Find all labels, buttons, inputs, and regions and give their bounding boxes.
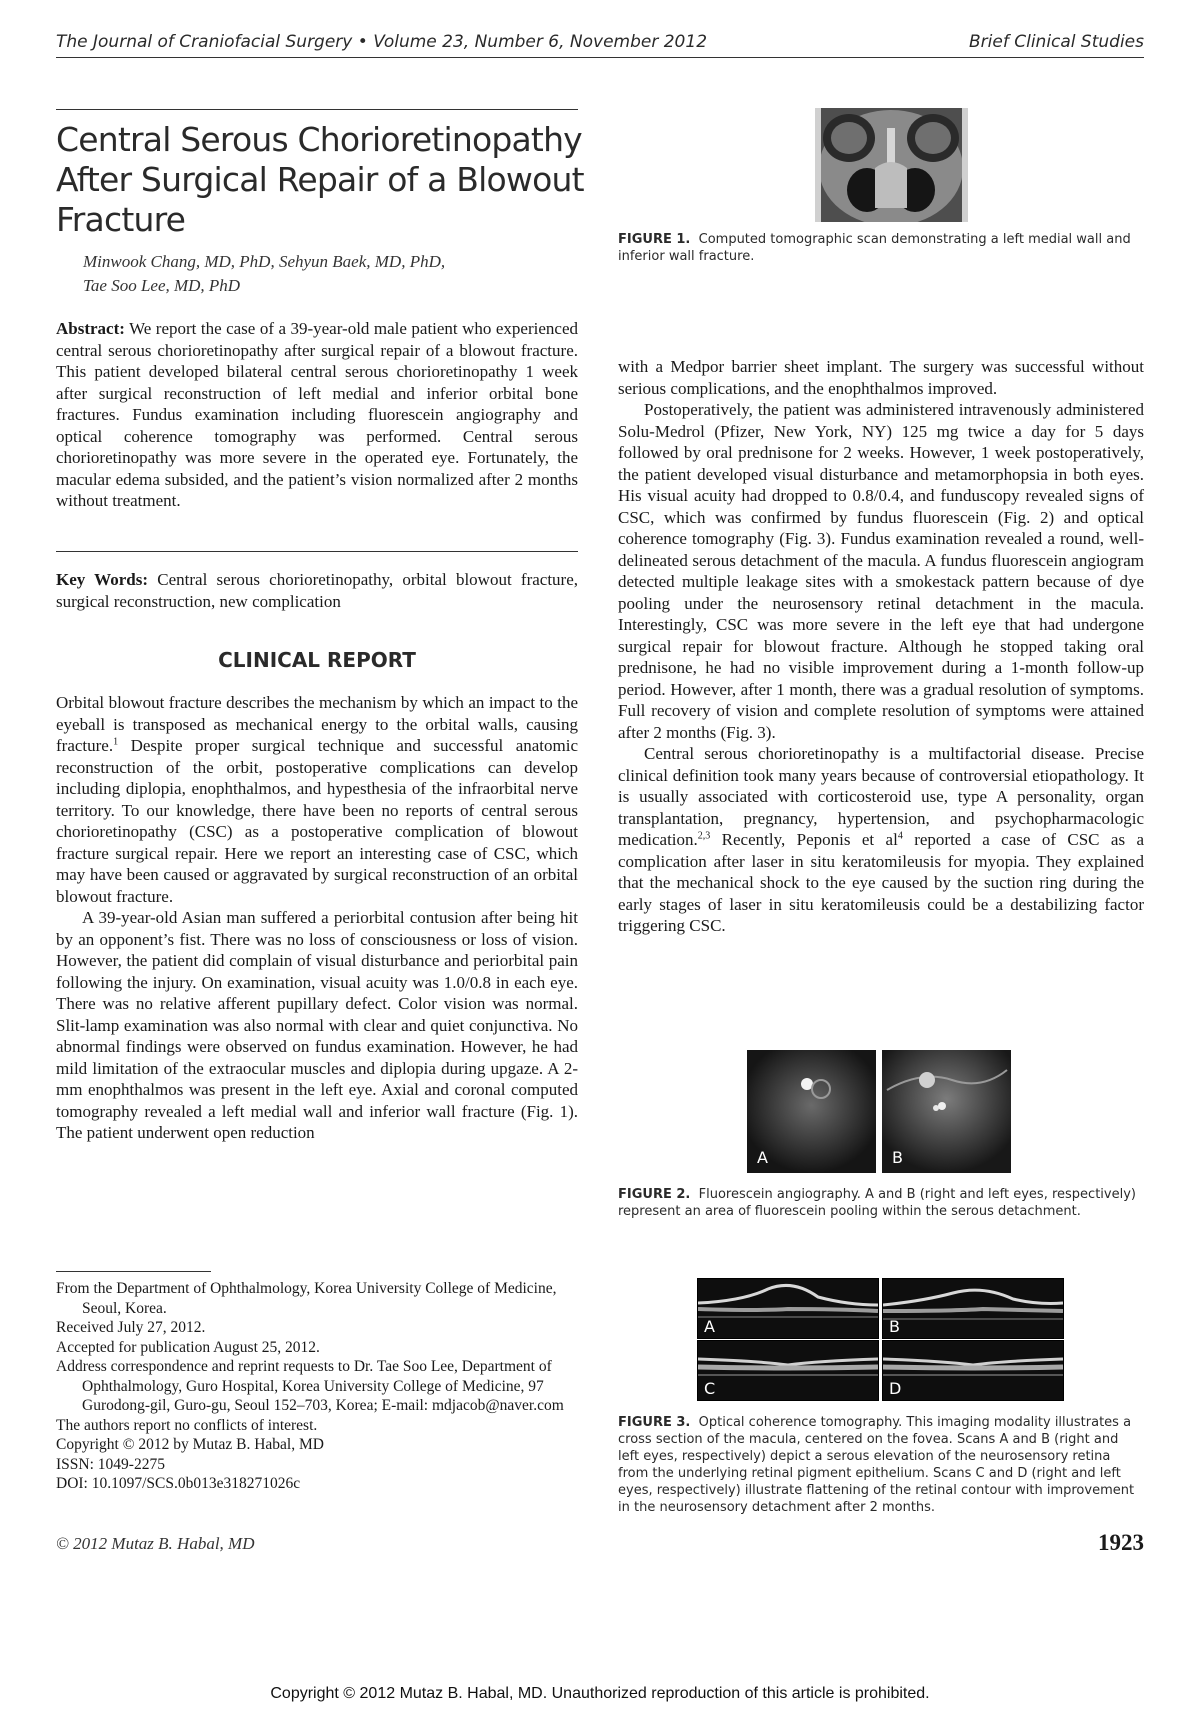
figure-2-panel-b-letter: B: [892, 1148, 903, 1167]
abstract-label: Abstract:: [56, 319, 125, 338]
footnote-rule: [56, 1271, 211, 1272]
figure-2-panel-a-letter: A: [757, 1148, 768, 1167]
abstract: [56, 318, 578, 512]
article-footnotes: [56, 1279, 578, 1494]
figure-3-label: FIGURE 3.: [618, 1415, 691, 1430]
reference-superscript: 1: [113, 736, 119, 748]
figure-2-caption: FIGURE 2. Fluorescein angiography. A and B (right and left eyes, respectively) represent an area of fluorescein pooling within the serous detachment.: [618, 1187, 1136, 1219]
reference-superscript: 2,3: [697, 830, 711, 842]
footnote-received: Received July 27, 2012.: [56, 1319, 206, 1336]
figure-3-panel-a-image: [697, 1278, 879, 1339]
body-paragraph: Orbital blowout fracture describes the mechanism by which an impact to the eyeball is transposed as mechanical energy to the orbital walls, causing fracture.$^1$ Despite proper surgical technique and successful anatomic reconstruction of the orbit, postoperative complications can develop including diplopia, enophthalmos, and hypesthesia of the infraorbital nerve territory. To our knowledge, there have been no reports of central serous chorioretinopathy (CSC) as a postoperative complication of blowout fracture surgical repair. Here we report an interesting case of CSC, which may have been caused or aggravated by surgical reconstruction of an orbital blowout fracture.: [56, 693, 578, 906]
figure-3-panel-c-letter: C: [704, 1379, 716, 1398]
abstract-text: We report the case of a 39-year-old male patient who experienced central serous chorioretinopathy after surgical repair of a blowout fracture. This patient developed bilateral central serous chorioretinopathy 1 week after surgical reconstruction of left medial and inferior orbital bone fractures. Fundus examination including fluorescein angiography and optical coherence tomography was performed. Central serous chorioretinopathy was more severe in the operated eye. Fortunately, the macular edema subsided, and the patient’s vision normalized after 2 months without treatment.: [56, 319, 578, 510]
author-line-2: Tae Soo Lee, MD, PhD: [83, 276, 241, 295]
copyright-notice: Copyright © 2012 Mutaz B. Habal, MD. Unauthorized reproduction of this article is prohibited.: [270, 1685, 930, 1702]
figure-1-label: FIGURE 1.: [618, 232, 691, 247]
footnote-copyright: Copyright © 2012 by Mutaz B. Habal, MD: [56, 1436, 324, 1453]
reference-superscript: 4: [897, 830, 903, 842]
footnote-conflicts: The authors report no conflicts of interest.: [56, 1416, 318, 1434]
figure-3-panel-c-image: [697, 1340, 879, 1401]
footnote-issn: ISSN: 1049-2275: [56, 1455, 165, 1473]
body-paragraph: Central serous chorioretinopathy is a multifactorial disease. Precise clinical definition took many years because of controversial etiopathology. It is usually associated with corticosteroid use, type A personality, organ transplantation, pregnancy, hypertension, and psychopharmacologic medication.$^{2,3}$ Recently, Peponis et $al^4$ reported a case of CSC as a complication after laser in situ keratomileusis for myopia. They explained that the mechanical shock to the eye caused by the suction ring during the early stages of laser in situ keratomileusis could be a destabilizing factor triggering CSC.: [618, 744, 1145, 935]
footnote-correspondence: Address correspondence and reprint requests to Dr. Tae Soo Lee, Department of Ophthalmology, Guro Hospital, Korea University College of Medicine, 97 Gurodong-gil, Guro-gu, Seoul 152–703, Korea; E-mail: mdjacob@naver.com: [56, 1358, 564, 1414]
figure-3-caption: FIGURE 3. Optical coherence tomography. This imaging modality illustrates a cross section of the macula, centered on the fovea. Scans A and B (right and left eyes, respectively) depict a serous elevation of the neurosensory retina from the underlying retinal pigment epithelium. Scans C and D (right and left eyes, respectively) illustrate flattening of the retinal contour with improvement in the neurosensory detachment after 2 months.: [618, 1415, 1135, 1515]
footnote-doi: DOI: 10.1097/SCS.0b013e318271026c: [56, 1475, 301, 1492]
section-running-header: Brief Clinical Studies: [969, 32, 1144, 52]
title-rule: [56, 109, 578, 110]
article-title: Central Serous Chorioretinopathy After Surgical Repair of a Blowout Fracture: [56, 120, 584, 239]
section-heading: CLINICAL REPORT: [218, 648, 416, 672]
footer-copyright: © 2012 Mutaz B. Habal, MD: [56, 1534, 255, 1553]
footnote-accepted: Accepted for publication August 25, 2012.: [56, 1338, 320, 1356]
keywords: [56, 569, 578, 612]
author-list: [83, 250, 553, 298]
figure-1-ct-image: [815, 108, 968, 222]
keywords-label: Key Words:: [56, 570, 149, 589]
body-paragraph: Postoperatively, the patient was administered intravenously administered Solu-Medrol (Pfizer, New York, NY) 125 mg twice a day for 5 days followed by oral prednisone for 2 weeks. However, 1 week postoperatively, the patient developed visual disturbance and metamorphopsia in both eyes. His visual acuity had dropped to 0.8/0.4, and funduscopy revealed signs of CSC, which was confirmed by fundus fluorescein (Fig. 2) and optical coherence tomography (Fig. 3). Fundus examination revealed a round, well-delineated serous detachment of the macula. A fundus fluorescein angiogram detected multiple leakage sites with a smokestack pattern because of dye pooling under the neurosensory retinal detachment in the macula. Interestingly, CSC was more severe in the left eye that had undergone surgical repair for blowout fracture. Although he stopped taking oral prednisone, he had no visible improvement during a 1-month follow-up period. However, after 1 month, there was a gradual resolution of symptoms. Full recovery of vision and complete resolution of symptoms were attained after 2 months (Fig. 3).: [618, 400, 1144, 742]
figure-2-panel-a-image: [747, 1050, 876, 1173]
footnote-affiliation: From the Department of Ophthalmology, Korea University College of Medicine, Seoul, Korea.: [56, 1280, 557, 1317]
journal-running-header: The Journal of Craniofacial Surgery • Volume 23, Number 6, November 2012: [56, 32, 708, 52]
body-paragraph: with a Medpor barrier sheet implant. The surgery was successful without serious complications, and the enophthalmos improved.: [618, 357, 1144, 398]
figure-2-panel-b-image: [882, 1050, 1011, 1173]
body-column-left: [56, 692, 578, 1144]
figure-3-panel-b-image: [882, 1278, 1064, 1339]
figure-3-panel-a-letter: A: [704, 1317, 715, 1336]
keywords-text: Central serous chorioretinopathy, orbital blowout fracture, surgical reconstruction, new complication: [56, 570, 578, 611]
figure-3-panel-d-image: [882, 1340, 1064, 1401]
page-number: 1923: [1098, 1530, 1144, 1555]
header-rule: [56, 57, 1144, 58]
abstract-rule: [56, 551, 578, 552]
figure-2-label: FIGURE 2.: [618, 1187, 691, 1202]
figure-1-caption: FIGURE 1. Computed tomographic scan demonstrating a left medial wall and inferior wall fracture.: [618, 232, 1131, 264]
figure-3-panel-b-letter: B: [889, 1317, 900, 1336]
figure-3-panel-d-letter: D: [889, 1379, 902, 1398]
author-line-1: Minwook Chang, MD, PhD, Sehyun Baek, MD, PhD,: [83, 252, 446, 271]
body-column-right: [618, 356, 1144, 937]
body-paragraph: A 39-year-old Asian man suffered a periorbital contusion after being hit by an opponent’s fist. There was no loss of consciousness or loss of vision. However, the patient did complain of visual disturbance and periorbital pain following the injury. On examination, visual acuity was 1.0/0.8 in each eye. There was no relative afferent pupillary defect. Color vision was normal. Slit-lamp examination was also normal with clear and quiet conjunctiva. No abnormal findings were observed on fundus examination. However, he had mild limitation of the extraocular muscles and diplopia during upgaze. A 2-mm enophthalmos was present in the left eye. Axial and coronal computed tomography revealed a left medial wall and inferior wall fracture (Fig. 1). The patient underwent open reduction: [56, 908, 578, 1142]
